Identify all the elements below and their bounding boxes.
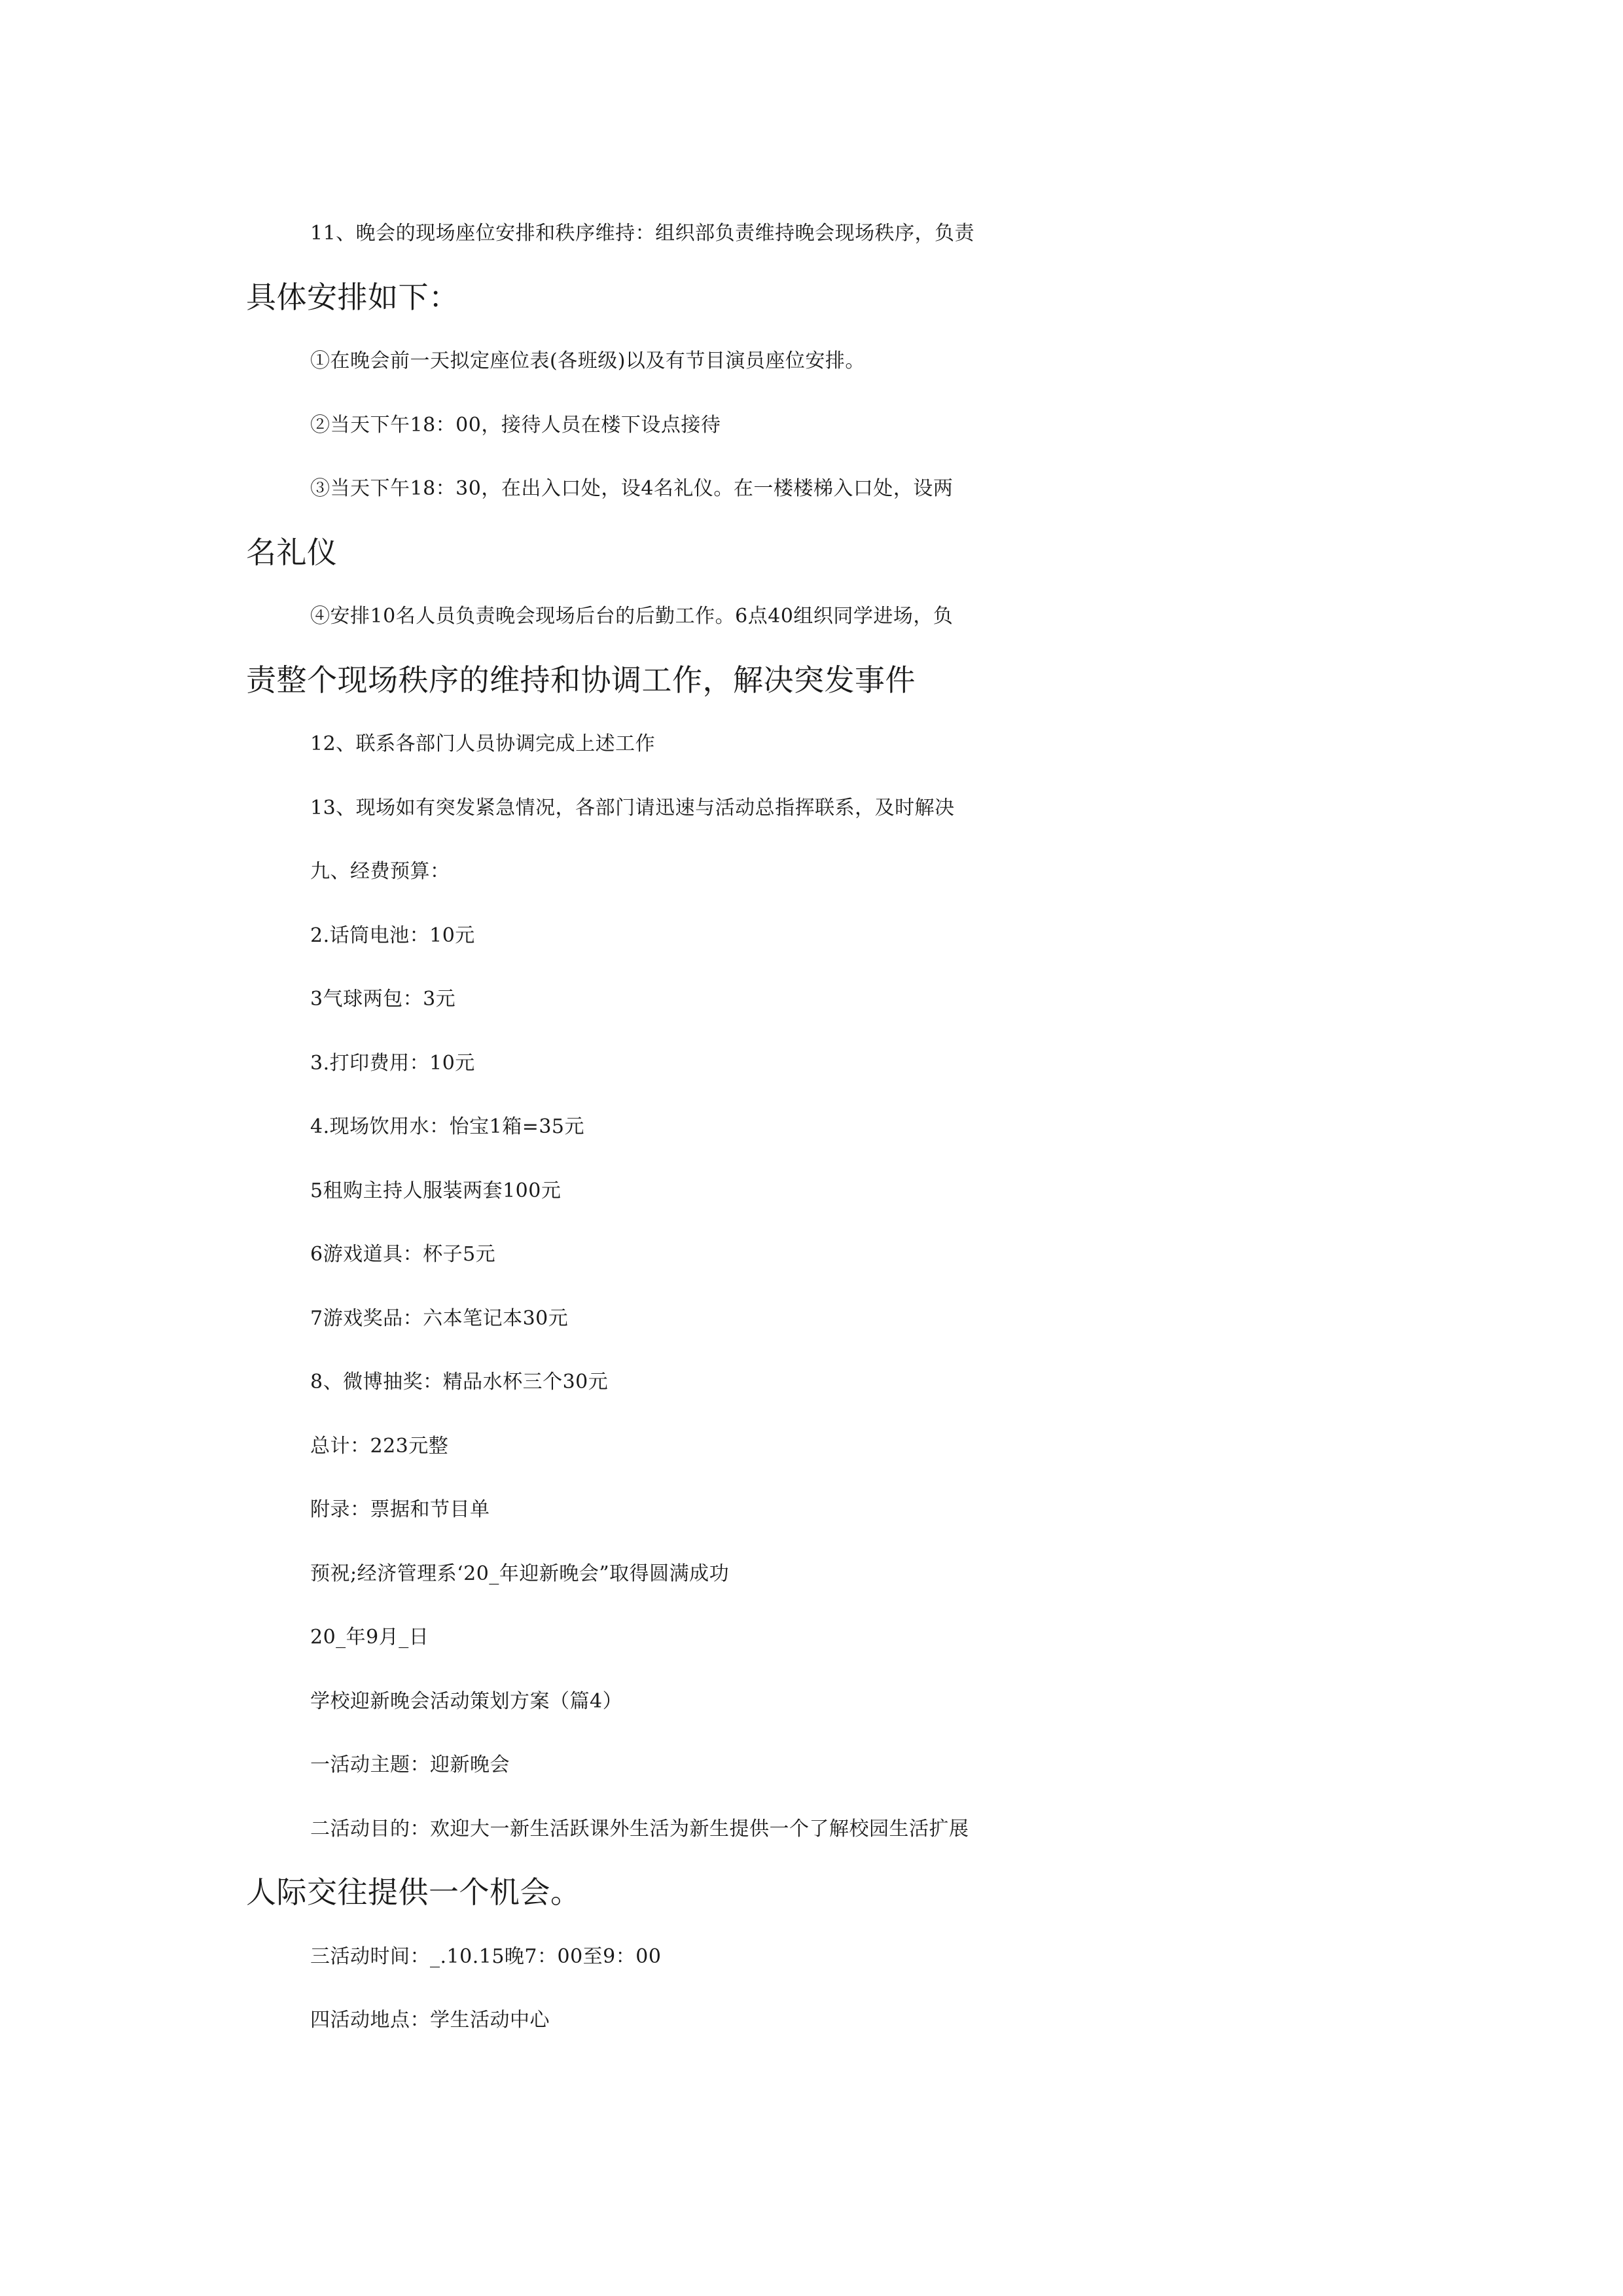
text-line: 责整个现场秩序的维持和协调工作，解决突发事件	[246, 662, 916, 698]
document-body	[246, 202, 1381, 2053]
text-line: 2.话筒电池：10元	[310, 924, 475, 947]
text-line: ①在晚会前一天拟定座位表(各班级)以及有节目演员座位安排。	[310, 350, 865, 372]
text-line: 附录：票据和节目单	[310, 1498, 490, 1521]
text-line: 一活动主题：迎新晚会	[310, 1753, 510, 1776]
text-line: 12、联系各部门人员协调完成上述工作	[310, 732, 656, 755]
text-line: 名礼仪	[246, 534, 338, 570]
text-line: 6游戏道具：杯子5元	[310, 1243, 496, 1266]
text-line: 人际交往提供一个机会。	[246, 1874, 581, 1910]
text-line: 总计：223元整	[310, 1434, 449, 1458]
text-line: 5租购主持人服装两套100元	[310, 1179, 562, 1202]
text-line: 二活动目的：欢迎大一新生活跃课外生活为新生提供一个了解校园生活扩展	[310, 1817, 969, 1840]
text-line: 九、经费预算：	[310, 860, 450, 883]
text-line: 7游戏奖品：六本笔记本30元	[310, 1306, 569, 1330]
text-line: 4.现场饮用水：怡宝1箱=35元	[310, 1115, 585, 1138]
text-line: 11、晚会的现场座位安排和秩序维持：组织部负责维持晚会现场秩序，负责	[310, 222, 975, 245]
text-line: 3.打印费用：10元	[310, 1051, 475, 1075]
text-line: 13、现场如有突发紧急情况，各部门请迅速与活动总指挥联系，及时解决	[310, 796, 955, 819]
text-line: 3气球两包：3元	[310, 988, 456, 1011]
text-line: 具体安排如下：	[246, 279, 459, 315]
text-line: 学校迎新晚会活动策划方案（篇4）	[310, 1689, 623, 1713]
text-line: 8、微博抽奖：精品水杯三个30元	[310, 1371, 609, 1393]
text-line: ③当天下午18：30，在出入口处，设4名礼仪。在一楼楼梯入口处，设两	[310, 477, 954, 500]
text-line: 20_年9月_日	[310, 1626, 429, 1649]
text-line: ②当天下午18：00，接待人员在楼下设点接待	[310, 413, 721, 437]
text-line: ④安排10名人员负责晚会现场后台的后勤工作。6点40组织同学进场，负	[310, 605, 954, 628]
text-line: 预祝;经济管理系‘20_年迎新晚会”取得圆满成功	[310, 1562, 730, 1585]
text-line: 三活动时间：_.10.15晚7：00至9：00	[310, 1945, 662, 1968]
text-line: 四活动地点：学生活动中心	[310, 2009, 550, 2032]
